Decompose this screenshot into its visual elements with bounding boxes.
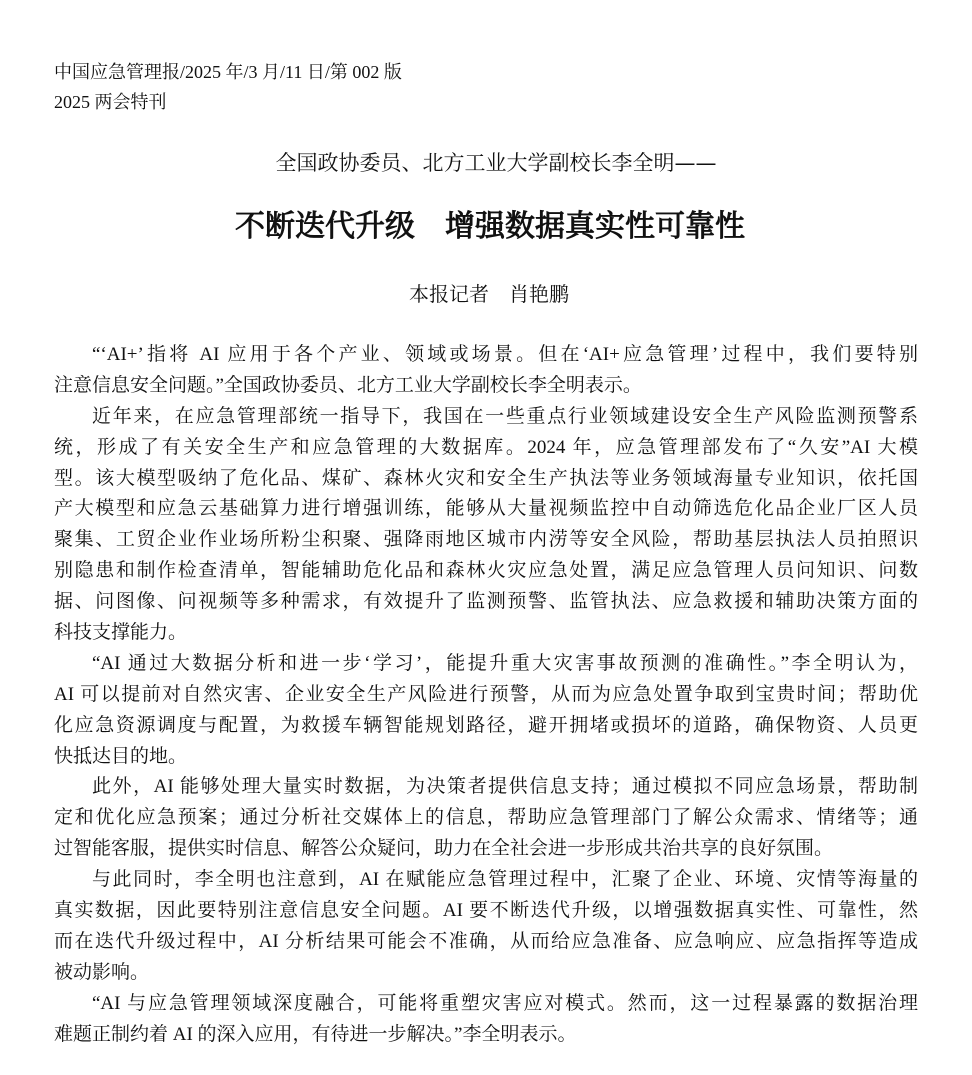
paragraph-line: 据、问图像、问视频等多种需求，有效提升了监测预警、监管执法、应急救援和辅助决策方面的	[54, 591, 918, 613]
paragraph-line: “‘AI+’指将 AI 应用于各个产业、领域或场景。但在‘AI+应急管理’过程中，我们要特别	[92, 344, 918, 365]
paragraph-line: 过智能客服，提供实时信息、解答公众疑问，助力在全社会进一步形成共治共享的良好氛围。	[54, 838, 834, 860]
paragraph	[54, 865, 918, 989]
paragraph-line: 产大模型和应急云基础算力进行增强训练，能够从大量视频监控中自动筛选危化品企业厂区人员	[54, 498, 918, 520]
paragraph-line: 此外，AI 能够处理大量实时数据，为决策者提供信息支持；通过模拟不同应急场景，帮助制	[92, 776, 918, 798]
paragraph-line: 统，形成了有关安全生产和应急管理的大数据库。2024 年，应急管理部发布了“久安”AI 大模	[54, 436, 918, 458]
paragraph-line: 科技支撑能力。	[54, 622, 188, 644]
paragraph-line: “AI 与应急管理领域深度融合，可能将重塑灾害应对模式。然而，这一过程暴露的数据治理	[92, 992, 918, 1014]
paragraph-line: 真实数据，因此要特别注意信息安全问题。AI 要不断迭代升级，以增强数据真实性、可靠性，然	[54, 900, 918, 922]
paragraph-line: 化应急资源调度与配置，为救援车辆智能规划路径，避开拥堵或损坏的道路，确保物资、人员更	[54, 714, 918, 736]
newspaper-source: 中国应急管理报/2025 年/3 月/11 日/第 002 版	[54, 62, 402, 82]
paragraph-line: AI 可以提前对自然灾害、企业安全生产风险进行预警，从而为应急处置争取到宝贵时间；帮助优	[54, 683, 918, 705]
paragraph-line: 型。该大模型吸纳了危化品、煤矿、森林火灾和安全生产执法等业务领域海量专业知识，依托国	[54, 467, 918, 489]
paragraph	[54, 340, 918, 402]
article-body	[54, 340, 918, 1050]
paragraph-line: 与此同时，李全明也注意到，AI 在赋能应急管理过程中，汇聚了企业、环境、灾情等海量的	[92, 869, 918, 891]
special-edition-label: 2025 两会特刊	[54, 92, 167, 112]
paragraph-line: 快抵达目的地。	[54, 745, 188, 767]
paragraph-line: 而在迭代升级过程中，AI 分析结果可能会不准确，从而给应急准备、应急响应、应急指挥等造成	[54, 930, 918, 952]
article-subtitle: 全国政协委员、北方工业大学副校长李全明——	[275, 151, 717, 175]
paragraph	[54, 772, 918, 865]
paragraph	[54, 649, 918, 773]
article-byline: 本报记者 肖艳鹏	[409, 284, 569, 306]
paragraph	[54, 402, 918, 649]
paragraph-line: 近年来，在应急管理部统一指导下，我国在一些重点行业领域建设安全生产风险监测预警系	[92, 405, 918, 427]
paragraph-line: 别隐患和制作检查清单，智能辅助危化品和森林火灾应急处置，满足应急管理人员问知识、问数	[54, 560, 918, 582]
paragraph	[54, 989, 918, 1051]
paragraph-line: 注意信息安全问题。”全国政协委员、北方工业大学副校长李全明表示。	[54, 374, 642, 396]
paragraph-line: 被动影响。	[54, 961, 150, 983]
paragraph-line: “AI 通过大数据分析和进一步‘学习’，能提升重大灾害事故预测的准确性。”李全明认为，	[92, 652, 918, 674]
article-title: 不断迭代升级 增强数据真实性可靠性	[235, 209, 745, 244]
paragraph-line: 定和优化应急预案；通过分析社交媒体上的信息，帮助应急管理部门了解公众需求、情绪等；通	[54, 807, 918, 829]
paragraph-line: 聚集、工贸企业作业场所粉尘积聚、强降雨地区城市内涝等安全风险，帮助基层执法人员拍照识	[54, 529, 918, 551]
paragraph-line: 难题正制约着 AI 的深入应用，有待进一步解决。”李全明表示。	[54, 1023, 577, 1045]
